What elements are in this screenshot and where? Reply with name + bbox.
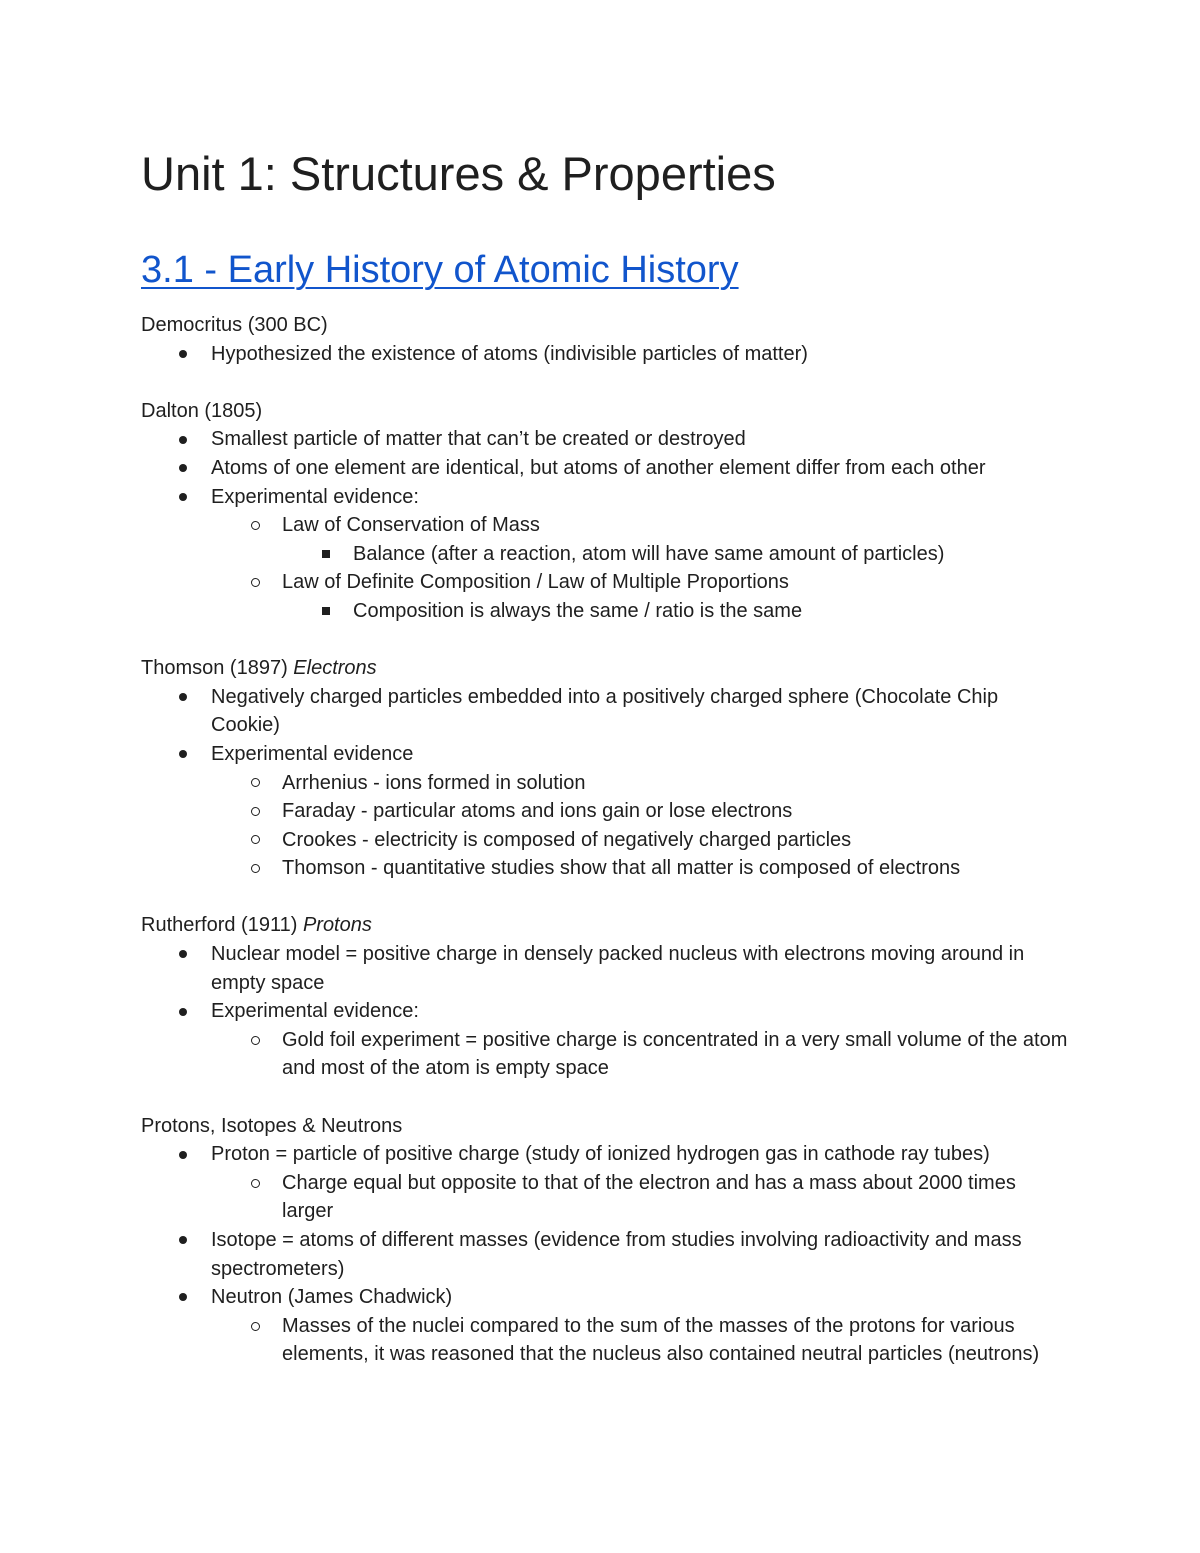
bullet-disc-icon <box>179 693 187 701</box>
group-heading-text: Dalton (1805) <box>141 399 263 422</box>
group-heading-italic: Protons <box>302 914 372 937</box>
bullet-disc-icon <box>179 464 187 472</box>
bullet-disc-icon <box>179 1008 187 1016</box>
list-item-text: Negatively charged particles embedded into a positively charged sphere (Chocolate Chip Cookie) <box>211 685 999 737</box>
list-item-text: Atoms of one element are identical, but atoms of another element differ from each other <box>211 456 986 479</box>
notes-body <box>141 311 1071 1398</box>
group-heading <box>141 397 1071 426</box>
list-item-text: Nuclear model = positive charge in densely packed nucleus with electrons moving around in empty space <box>211 943 1025 994</box>
list-item-text: Experimental evidence: <box>211 1000 419 1023</box>
group-protons-isotopes-neutrons <box>141 1112 1071 1369</box>
list-item <box>141 1312 1071 1369</box>
list-item-text: Crookes - electricity is composed of negatively charged particles <box>282 828 852 851</box>
bullet-list <box>141 1140 1071 1369</box>
bullet-circle-icon <box>251 1179 260 1188</box>
list-item <box>141 1283 1071 1312</box>
section-heading <box>141 246 739 294</box>
list-item <box>141 511 1071 540</box>
list-item-text: Thomson - quantitative studies show that all matter is composed of electrons <box>282 857 961 880</box>
list-item <box>141 683 1071 740</box>
bullet-disc-icon <box>179 436 187 444</box>
bullet-square-icon <box>322 550 330 558</box>
list-item-text: Balance (after a reaction, atom will have same amount of particles) <box>353 542 945 565</box>
bullet-list <box>141 940 1071 1083</box>
group-heading-text: Democritus (300 BC) <box>141 314 328 336</box>
list-item-text: Faraday - particular atoms and ions gain or lose electrons <box>282 800 793 823</box>
list-item-text: Experimental evidence: <box>211 485 419 508</box>
group-heading-italic: Electrons <box>293 657 377 680</box>
section-heading-link[interactable]: 3.1 - Early History of Atomic History <box>141 249 739 291</box>
list-item <box>141 454 1071 483</box>
list-item <box>141 1226 1071 1283</box>
group-heading <box>141 1112 1071 1141</box>
bullet-circle-icon <box>251 1036 260 1045</box>
group-heading <box>141 311 1071 340</box>
list-item-text: Isotope = atoms of different masses (evidence from studies involving radioactivity and mass spectrometers) <box>211 1229 1022 1280</box>
bullet-disc-icon <box>179 493 187 501</box>
bullet-disc-icon <box>179 1151 187 1159</box>
group-rutherford <box>141 911 1071 1083</box>
bullet-square-icon <box>322 607 330 615</box>
bullet-disc-icon <box>179 350 187 358</box>
list-item <box>141 740 1071 769</box>
bullet-circle-icon <box>251 578 260 587</box>
list-item <box>141 483 1071 512</box>
bullet-circle-icon <box>251 1322 260 1331</box>
document-title: Unit 1: Structures & Properties <box>141 147 776 200</box>
bullet-disc-icon <box>179 1236 187 1244</box>
group-heading <box>141 911 1071 940</box>
group-thomson <box>141 654 1071 883</box>
list-item-text: Law of Conservation of Mass <box>282 514 540 537</box>
list-item <box>141 1026 1071 1083</box>
list-item <box>141 540 1071 569</box>
list-item <box>141 340 1071 369</box>
list-item <box>141 940 1071 997</box>
group-democritus <box>141 311 1071 368</box>
group-heading-text: Rutherford (1911) <box>141 914 303 937</box>
list-item <box>141 425 1071 454</box>
list-item-text: Smallest particle of matter that can’t be created or destroyed <box>211 428 746 451</box>
bullet-circle-icon <box>251 807 260 816</box>
list-item-text: Neutron (James Chadwick) <box>211 1286 453 1309</box>
list-item <box>141 597 1071 626</box>
list-item-text: Gold foil experiment = positive charge is concentrated in a very small volume of the atom and most of the atom is empty space <box>282 1028 1068 1080</box>
bullet-circle-icon <box>251 864 260 873</box>
group-heading-text: Thomson (1897) <box>141 657 294 680</box>
list-item <box>141 997 1071 1026</box>
list-item-text: Composition is always the same / ratio is the same <box>353 599 803 622</box>
list-item-text: Law of Definite Composition / Law of Multiple Proportions <box>282 571 789 594</box>
list-item <box>141 854 1071 883</box>
list-item <box>141 769 1071 798</box>
group-heading-text: Protons, Isotopes & Neutrons <box>141 1114 403 1137</box>
bullet-list <box>141 425 1071 625</box>
bullet-list <box>141 683 1071 883</box>
bullet-circle-icon <box>251 835 260 844</box>
bullet-circle-icon <box>251 521 260 530</box>
list-item-text: Proton = particle of positive charge (study of ionized hydrogen gas in cathode ray tubes) <box>211 1143 990 1166</box>
list-item-text: Hypothesized the existence of atoms (indivisible particles of matter) <box>211 342 808 365</box>
group-dalton <box>141 397 1071 626</box>
list-item <box>141 1169 1071 1226</box>
list-item-text: Experimental evidence <box>211 742 414 765</box>
list-item <box>141 797 1071 826</box>
bullet-disc-icon <box>179 950 187 958</box>
list-item-text: Charge equal but opposite to that of the electron and has a mass about 2000 times larger <box>282 1171 1016 1223</box>
list-item-text: Arrhenius - ions formed in solution <box>282 771 586 794</box>
list-item <box>141 826 1071 855</box>
list-item <box>141 568 1071 597</box>
bullet-disc-icon <box>179 1293 187 1301</box>
list-item-text: Masses of the nuclei compared to the sum of the masses of the protons for various elements, it was reasoned that the nucleus also contained neutral particles (neutrons) <box>282 1314 1040 1366</box>
bullet-disc-icon <box>179 750 187 758</box>
list-item <box>141 1140 1071 1169</box>
bullet-circle-icon <box>251 778 260 787</box>
group-heading <box>141 654 1071 683</box>
bullet-list <box>141 340 1071 369</box>
